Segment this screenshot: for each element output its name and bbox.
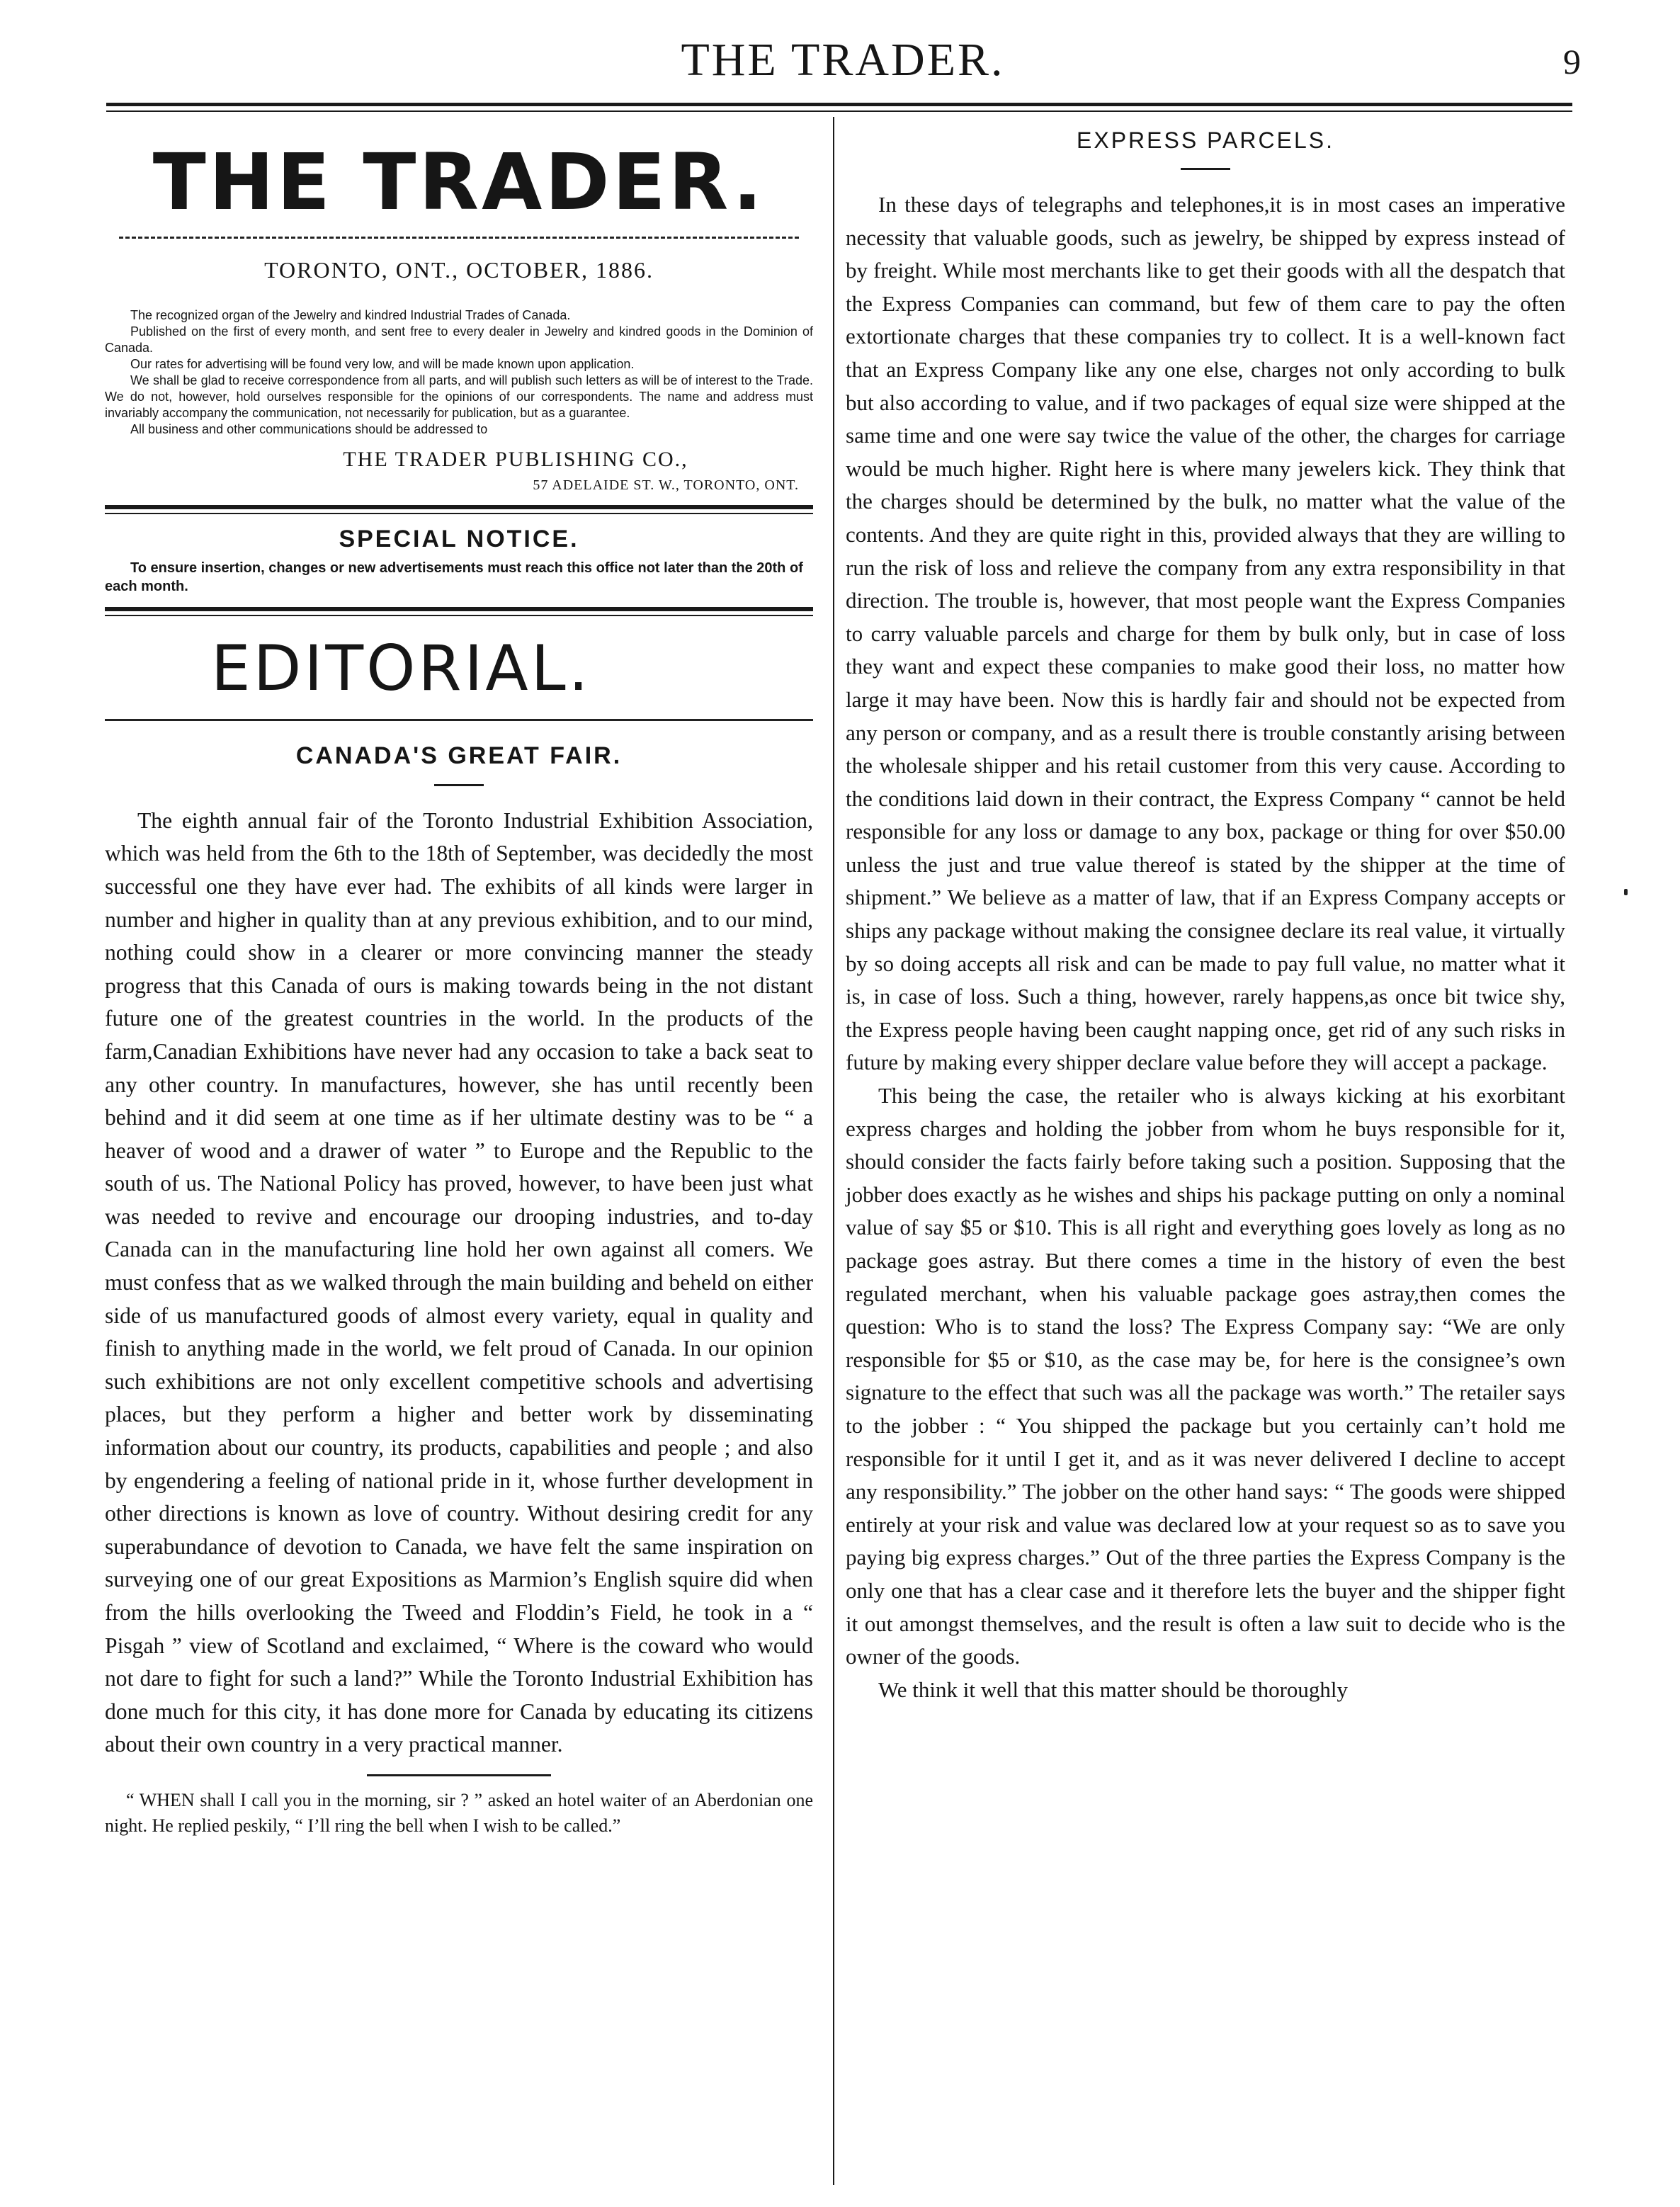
column-divider	[833, 117, 834, 2185]
article-title-canadas-great-fair: CANADA'S GREAT FAIR.	[295, 742, 623, 769]
notice-line: Our rates for advertising will be found very low, and will be made known upon application.	[130, 356, 635, 371]
publication-notices	[105, 307, 813, 438]
article-body-right	[846, 188, 1565, 1706]
publisher-address: 57 ADELAIDE ST. W., TORONTO, ONT.	[533, 477, 799, 493]
article-paragraph: The eighth annual fair of the Toronto Industrial Exhibition Association, which was held from the 6th to the 18th of September, was decidedly the most successful one they have ever had. The exhibits of all kinds were larger in number and higher in quality than at any previous exhibition, and to our mind, nothing could show in a clearer or more convincing manner the steady progress that this Canada of ours is making towards being in the not distant future one of the greatest countries in the world. In the products of the farm,Canadian Exhibitions have never had any occasion to take a back seat to any other country. In manufactures, however, she has until recently been behind and it did seem at one time as if her ultimate destiny was to be “ a heaver of wood and a drawer of water ” to Europe and the Republic to the south of us. The National Policy has proved, however, to have been just what was needed to revive and encourage our drooping industries, and to-day Canada can in the manufacturing line hold her own against all comers. We must confess that as we walked through the main building and beheld on either side of us manufactured goods of almost every variety, equal in quality and finish to anything made in the world, we felt proud of Canada. In our opinion such exhibitions are not only excellent competitive schools and advertising places, but they perform a higher and better work by disseminating information about our country, its products, capabilities and people ; and also by engendering a feeling of national pride in it, whose further development in other directions is known as love of country. Without desiring credit for any superabundance of devotion to Canada, we have felt the same inspiration on surveying one of our great Expositions as Marmion’s English squire did when from the hills overlooking the Tweed and Floddin’s Field, he took in a “ Pisgah ” view of Scotland and exclaimed, “ Where is the coward who would not dare to fight for such a land?” While the Toronto Industrial Exhibition has done much for this city, it has done more for Canada by educating its citizens about their own country in a very practical manner.	[105, 807, 813, 1757]
article-paragraph: In these days of telegraphs and telephones,it is in most cases an imperative necessity that valuable goods, such as jewelry, be shipped by express instead of by freight. While most merchants like to get their goods with all the despatch that the Express Companies can command, but few of them care to pay the often extortionate charges that these companies try to collect. It is a well-known fact that an Express Company like any one else, charges not only according to bulk but also according to value, and if two packages of equal size were shipped at the same time and one were say twice the value of the other, the charges for carriage would be much higher. Right here is where many jewelers kick. They think that the charges should be determined by the bulk, no matter what the value of the contents. And they are quite right in this, provided always that they are willing to run the risk of loss and relieve the company from any extra responsibility in that direction. The trouble is, however, that most people want the Express Companies to carry valuable parcels and charge for them by bulk only, but in case of loss they want and expect these companies to make good their loss, no matter how large it may have been. Now this is hardly fair and should not be expected from any person or company, and as a result there is trouble constantly arising between the wholesale shipper and his retail customer from this very cause. According to the conditions laid down in their contract, the Express Company “ cannot be held responsible for any loss or damage to any box, package or thing for over $50.00 unless the just and true value thereof is stated by the shipper at the time of shipment.” We believe as a matter of law, that if an Express Company accepts or ships any package without making the consignee declare its real value, it virtually by so doing accepts all risk and can be made to pay full value, no matter what it is, in case of loss. Such a thing, however, rarely happens,as once bit twice shy, the Express people having been caught napping once, get rid of any such risks in future by making every shipper declare value before they will accept a package.	[846, 192, 1565, 1075]
notice-line: The recognized organ of the Jewelry and kindred Industrial Trades of Canada.	[130, 307, 571, 322]
section-rule-thin	[105, 615, 813, 616]
editorial-rule	[105, 719, 813, 721]
header-rule-thin	[106, 110, 1572, 112]
publisher-name: THE TRADER PUBLISHING CO.,	[343, 447, 688, 471]
title-underline	[1181, 168, 1230, 170]
section-rule-thick	[105, 505, 813, 509]
notice-line: All business and other communications should be addressed to	[130, 421, 488, 436]
article-paragraph: We think it well that this matter should be thoroughly	[878, 1676, 1349, 1702]
anecdote-paragraph: “ WHEN shall I call you in the morning, sir ? ” asked an hotel waiter of an Aberdonian one night. He replied peskily, “ I’ll ring the bell when I wish to be called.”	[105, 1789, 813, 1836]
article-body-left	[105, 805, 813, 1761]
page-number: 9	[1563, 42, 1581, 81]
separator-rule	[367, 1774, 551, 1776]
editorial-heading: EDITORIAL.	[211, 631, 591, 705]
notice-line: Published on the first of every month, and sent free to every dealer in Jewelry and kindred goods in the Dominion of Canada.	[105, 324, 813, 355]
article-title-express-parcels: EXPRESS PARCELS.	[1077, 127, 1334, 153]
print-speck	[1624, 889, 1628, 895]
masthead-title: THE TRADER.	[152, 137, 766, 227]
left-column	[105, 120, 813, 1839]
special-notice-text: To ensure insertion, changes or new advertisements must reach this office not later than the 20th of each month.	[105, 560, 803, 594]
notice-line: We shall be glad to receive correspondence from all parts, and will publish such letters as will be of interest to the Trade. We do not, however, hold ourselves responsible for the opinions of our correspondents. The name and address must invariably accompany the communication, not necessarily for publication, but as a guarantee.	[105, 373, 813, 420]
section-rule-thick	[105, 607, 813, 611]
dateline: TORONTO, ONT., OCTOBER, 1886.	[264, 256, 654, 283]
right-column	[846, 120, 1565, 1706]
article-paragraph: This being the case, the retailer who is always kicking at his exorbitant express charges and holding the jobber from whom he buys responsible for it, should consider the facts fairly before taking such a position. Supposing that the jobber does exactly as he wishes and ships his package putting on only a nominal value of say $5 or $10. This is all right and everything goes lovely as long as no package goes astray. But there comes a time in the history of even the best regulated merchant, when his valuable package goes astray,then comes the question: Who is to stand the loss? The Express Company say: “We are only responsible for $5 or $10, as the case may be, for here is the consignee’s own signature to the effect that such was all the package was worth.” The retailer says to the jobber : “ You shipped the package but you certainly can’t hold me responsible for it until I get it, and as it was never delivered I decline to accept any responsibility.” The jobber on the other hand says: “ The goods were shipped entirely at your risk and value was declared low at your request so as to save you paying big express charges.” Out of the three parties the Express Company is the only one that has a clear case and it therefore lets the buyer and the shipper fight it out amongst themselves, and the result is often a law suit to decide who is the owner of the goods.	[846, 1083, 1565, 1669]
header-rule	[106, 103, 1572, 106]
masthead-ornament-rule	[119, 237, 799, 239]
special-notice-title: SPECIAL NOTICE.	[339, 525, 579, 552]
section-rule-thin	[105, 513, 813, 514]
running-head: THE TRADER.	[681, 34, 1005, 86]
title-underline	[434, 784, 484, 786]
